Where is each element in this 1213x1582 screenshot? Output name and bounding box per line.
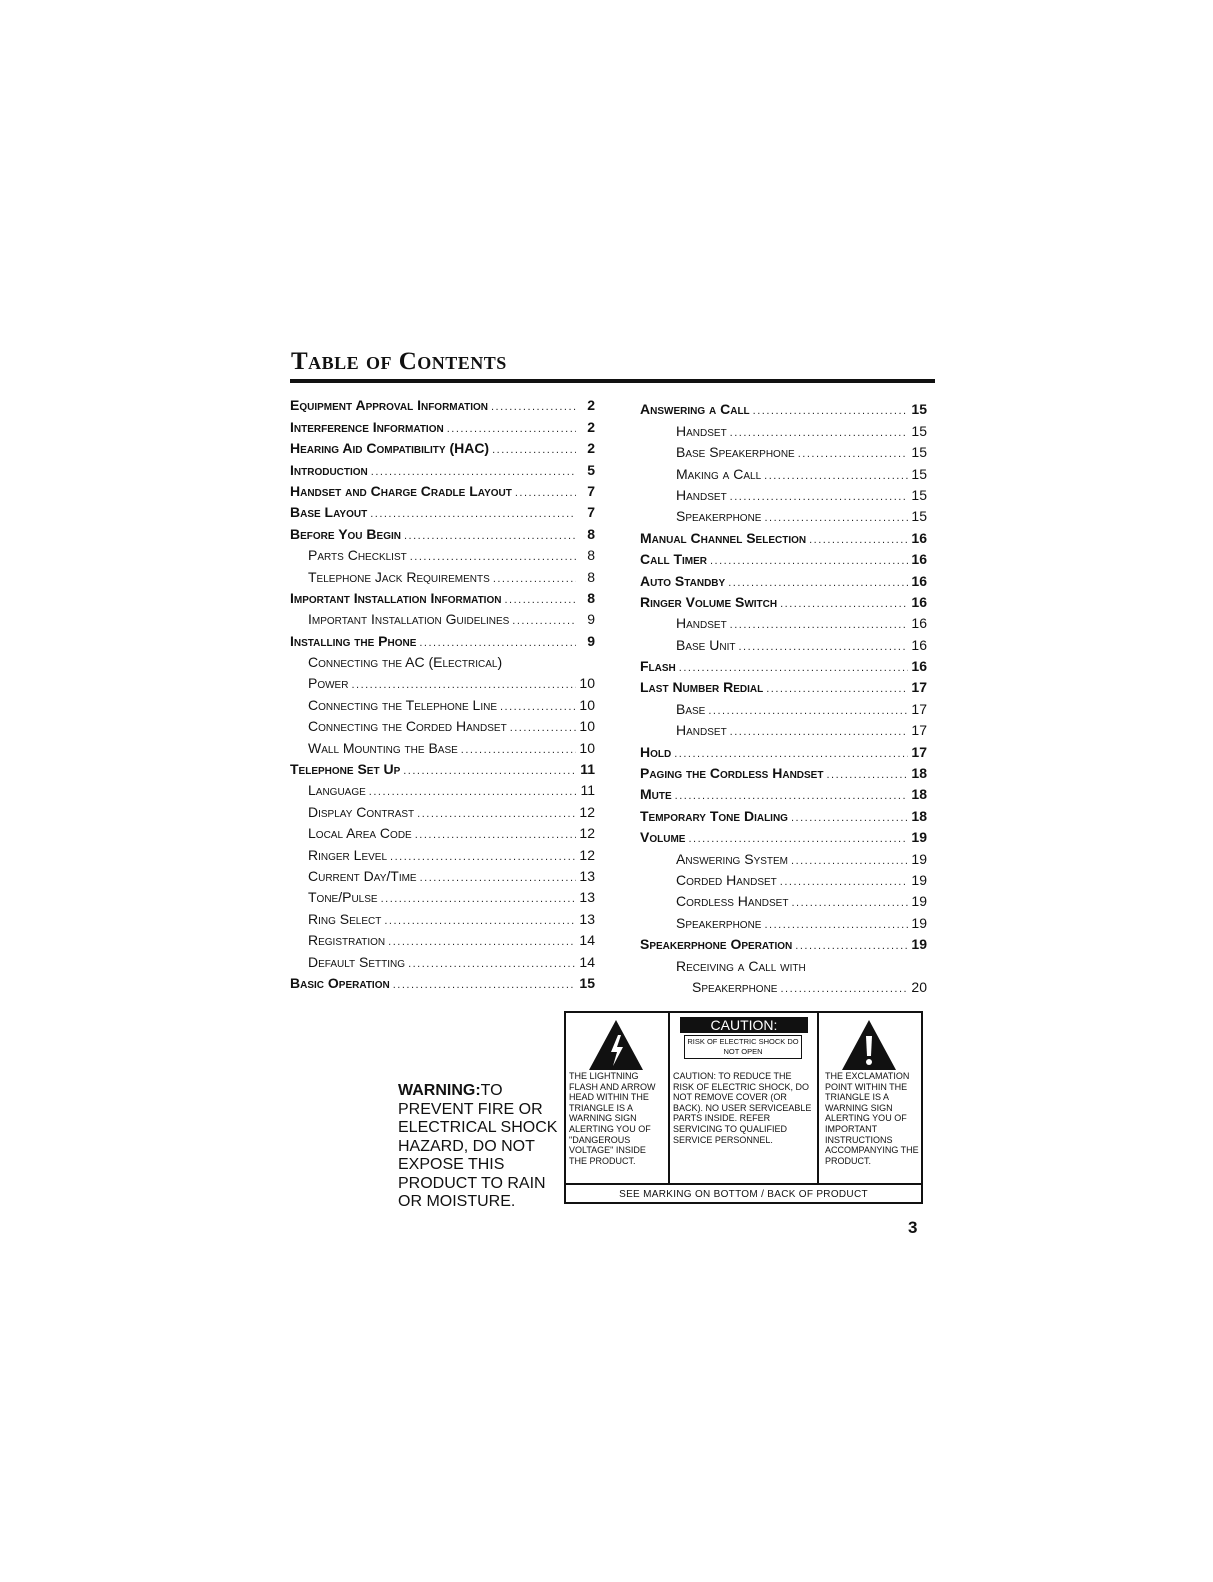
toc-entry — [290, 714, 595, 735]
toc-entry-page: 16 — [911, 551, 927, 568]
warning-heading: WARNING: — [398, 1082, 481, 1099]
toc-leader-dots — [764, 919, 908, 932]
toc-entry-label: Speakerphone — [676, 508, 762, 525]
toc-left-column — [290, 393, 595, 992]
toc-entry — [640, 825, 927, 846]
toc-entry — [290, 543, 595, 564]
toc-entry-page: 15 — [911, 401, 927, 418]
toc-entry — [290, 393, 595, 414]
toc-entry-page: 10 — [579, 675, 595, 692]
toc-entry-page: 19 — [911, 893, 927, 910]
page-number: 3 — [908, 1218, 918, 1237]
toc-entry — [290, 885, 595, 906]
toc-entry — [290, 864, 595, 885]
toc-entry — [290, 414, 595, 435]
toc-entry-label: Receiving a Call with — [676, 957, 806, 974]
toc-entry — [640, 761, 927, 782]
toc-entry — [290, 842, 595, 863]
toc-entry — [640, 568, 927, 589]
toc-entry — [640, 910, 927, 931]
toc-entry — [290, 799, 595, 820]
toc-entry — [640, 975, 927, 996]
toc-entry-page: 19 — [911, 936, 927, 953]
toc-entry-page: 15 — [911, 508, 927, 525]
toc-entry — [640, 846, 927, 867]
toc-entry — [640, 654, 927, 675]
toc-entry — [640, 632, 927, 653]
toc-entry-page: 17 — [911, 679, 927, 696]
toc-leader-dots — [675, 790, 908, 803]
toc-leader-dots — [826, 769, 908, 782]
toc-entry-label: Ringer Volume Switch — [640, 593, 778, 610]
toc-leader-dots — [766, 683, 908, 696]
toc-entry — [290, 928, 595, 949]
toc-entry-label: Connecting the AC (Electrical) — [308, 654, 503, 671]
toc-entry-page: 8 — [587, 589, 595, 606]
toc-entry — [640, 440, 927, 461]
toc-entry — [290, 607, 595, 628]
toc-entry — [290, 457, 595, 478]
toc-leader-dots — [491, 401, 576, 414]
toc-entry-page: 12 — [579, 825, 595, 842]
toc-entry-label: Paging the Cordless Handset — [640, 765, 824, 782]
warning-body: TO PREVENT FIRE OR ELECTRICAL SHOCK HAZARD, DO NOT EXPOSE THIS PRODUCT TO RAIN OR MOISTURE. — [398, 1082, 558, 1210]
toc-leader-dots — [419, 637, 576, 650]
toc-entry — [290, 650, 595, 671]
toc-entry — [290, 778, 595, 799]
toc-entry-label: Display Contrast — [308, 803, 415, 820]
caution-label: CAUTION: — [680, 1017, 808, 1033]
toc-entry-label: Ring Select — [308, 910, 382, 927]
toc-right-column — [640, 397, 927, 996]
toc-leader-dots — [753, 405, 908, 418]
toc-leader-dots — [730, 491, 908, 504]
toc-entry-label: Important Installation Information — [290, 589, 502, 606]
toc-entry-label: Temporary Tone Dialing — [640, 807, 788, 824]
toc-entry-label: Basic Operation — [290, 974, 390, 991]
toc-leader-dots — [500, 701, 576, 714]
toc-entry-label: Parts Checklist — [308, 547, 407, 564]
toc-entry-label: Mute — [640, 786, 672, 803]
toc-leader-dots — [809, 534, 908, 547]
toc-entry — [640, 932, 927, 953]
lightning-warning-icon — [588, 1019, 644, 1071]
caution-footer: SEE MARKING ON BOTTOM / BACK OF PRODUCT — [566, 1183, 921, 1204]
toc-leader-dots — [492, 444, 576, 457]
toc-entry-label: Handset — [676, 722, 727, 739]
caution-text: CAUTION: TO REDUCE THE RISK OF ELECTRIC SHOCK, DO NOT REMOVE COVER (OR BACK). NO USER SERVICEABLE PARTS INSIDE. REFER SERVICING TO QUALIFIED SERVICE PERSONNEL. — [673, 1071, 812, 1145]
toc-entry — [290, 949, 595, 970]
toc-leader-dots — [728, 577, 908, 590]
toc-entry — [640, 611, 927, 632]
toc-entry — [640, 953, 927, 974]
toc-entry-page: 10 — [579, 739, 595, 756]
toc-entry-page: 19 — [911, 871, 927, 888]
toc-entry — [290, 692, 595, 713]
toc-entry-page: 10 — [579, 718, 595, 735]
toc-leader-dots — [370, 508, 576, 521]
toc-entry-label: Language — [308, 782, 366, 799]
toc-entry-page: 8 — [587, 547, 595, 564]
toc-leader-dots — [384, 915, 576, 928]
toc-leader-dots — [795, 940, 908, 953]
toc-entry — [290, 757, 595, 778]
toc-entry — [640, 397, 927, 418]
toc-entry-page: 15 — [911, 465, 927, 482]
toc-entry-label: Handset — [676, 486, 727, 503]
toc-entry — [640, 868, 927, 889]
toc-entry-page: 11 — [580, 761, 595, 778]
toc-entry-page: 19 — [911, 914, 927, 931]
toc-entry-label: Wall Mounting the Base — [308, 739, 458, 756]
toc-entry — [290, 671, 595, 692]
toc-leader-dots — [408, 958, 576, 971]
toc-entry-label: Cordless Handset — [676, 893, 789, 910]
toc-leader-dots — [688, 833, 908, 846]
toc-entry-label: Default Setting — [308, 953, 406, 970]
toc-entry — [640, 696, 927, 717]
page-title: Table of Contents — [291, 348, 507, 375]
toc-entry — [640, 739, 927, 760]
toc-entry — [290, 586, 595, 607]
toc-entry-label: Introduction — [290, 461, 368, 478]
toc-entry-page: 2 — [587, 418, 595, 435]
toc-leader-dots — [764, 470, 908, 483]
toc-entry — [640, 803, 927, 824]
title-rule — [290, 379, 935, 383]
toc-entry-label: Interference Information — [290, 418, 444, 435]
toc-entry-label: Registration — [308, 932, 386, 949]
toc-entry-page: 2 — [587, 440, 595, 457]
toc-leader-dots — [780, 983, 908, 996]
toc-entry-label: Manual Channel Selection — [640, 529, 807, 546]
toc-entry-page: 16 — [911, 636, 927, 653]
toc-leader-dots — [403, 765, 576, 778]
toc-entry-page: 9 — [587, 611, 595, 628]
toc-entry-label: Handset — [676, 422, 727, 439]
toc-entry — [290, 436, 595, 457]
toc-entry-label: Important Installation Guidelines — [308, 611, 510, 628]
toc-leader-dots — [791, 812, 908, 825]
toc-entry — [640, 547, 927, 568]
toc-entry-label: Corded Handset — [676, 871, 777, 888]
toc-entry-label: Local Area Code — [308, 825, 412, 842]
toc-entry-page: 19 — [911, 829, 927, 846]
toc-entry-label: Answering a Call — [640, 401, 750, 418]
toc-leader-dots — [404, 530, 576, 543]
toc-leader-dots — [415, 829, 576, 842]
toc-entry-label: Equipment Approval Information — [290, 397, 488, 414]
toc-entry-page: 13 — [579, 910, 595, 927]
toc-entry-page: 18 — [911, 786, 927, 803]
toc-leader-dots — [420, 872, 576, 885]
toc-entry-label: Power — [308, 675, 349, 692]
toc-leader-dots — [730, 619, 908, 632]
toc-entry-page: 16 — [911, 572, 927, 589]
toc-entry-label: Base — [676, 700, 706, 717]
toc-entry-label: Answering System — [676, 850, 789, 867]
toc-entry-label: Speakerphone — [692, 978, 778, 995]
toc-entry-page: 5 — [587, 461, 595, 478]
toc-entry-label: Hearing Aid Compatibility (HAC) — [290, 440, 490, 457]
toc-entry-label: Before You Begin — [290, 525, 401, 542]
toc-entry-label: Volume — [640, 829, 686, 846]
warning-notice — [398, 1082, 558, 1212]
toc-entry-page: 12 — [579, 846, 595, 863]
toc-entry-page: 8 — [587, 525, 595, 542]
toc-entry-page: 18 — [911, 765, 927, 782]
toc-entry-label: Call Timer — [640, 551, 707, 568]
toc-entry-label: Making a Call — [676, 465, 762, 482]
toc-entry-page: 15 — [579, 974, 595, 991]
toc-leader-dots — [410, 551, 576, 564]
exclamation-text: THE EXCLAMATION POINT WITHIN THE TRIANGLE IS A WARNING SIGN ALERTING YOU OF IMPORTANT INSTRUCTIONS ACCOMPANYING THE PRODUCT. — [825, 1071, 919, 1166]
toc-entry-label: Telephone Set Up — [290, 761, 401, 778]
toc-entry — [640, 590, 927, 611]
toc-entry-page: 16 — [911, 593, 927, 610]
toc-entry-page: 14 — [579, 932, 595, 949]
toc-entry-page: 7 — [587, 482, 595, 499]
toc-entry — [640, 483, 927, 504]
toc-entry-page: 13 — [579, 867, 595, 884]
toc-leader-dots — [417, 808, 576, 821]
toc-leader-dots — [764, 512, 908, 525]
toc-entry — [290, 971, 595, 992]
toc-leader-dots — [710, 555, 908, 568]
toc-leader-dots — [798, 448, 908, 461]
toc-entry-page: 13 — [579, 889, 595, 906]
toc-entry-label: Base Layout — [290, 504, 368, 521]
toc-entry-label: Connecting the Telephone Line — [308, 696, 497, 713]
caution-panel — [670, 1013, 819, 1183]
lightning-text: THE LIGHTNING FLASH AND ARROW HEAD WITHIN THE TRIANGLE IS A WARNING SIGN ALERTING YOU OF "DANGEROUS VOLTAGE" INSIDE THE PRODUCT. — [569, 1071, 656, 1166]
toc-entry-label: Speakerphone — [676, 914, 762, 931]
toc-entry — [290, 500, 595, 521]
toc-leader-dots — [388, 936, 576, 949]
toc-leader-dots — [708, 705, 908, 718]
toc-entry-page: 20 — [911, 978, 927, 995]
exclamation-panel — [819, 1013, 921, 1183]
exclamation-warning-icon — [841, 1019, 897, 1071]
toc-entry — [290, 564, 595, 585]
toc-leader-dots — [730, 427, 908, 440]
toc-entry-page: 17 — [911, 700, 927, 717]
toc-leader-dots — [369, 786, 576, 799]
toc-entry — [640, 418, 927, 439]
toc-leader-dots — [461, 744, 576, 757]
toc-entry-page: 7 — [587, 504, 595, 521]
toc-entry — [640, 461, 927, 482]
toc-leader-dots — [780, 598, 908, 611]
toc-entry-label: Ringer Level — [308, 846, 388, 863]
toc-leader-dots — [674, 748, 908, 761]
toc-leader-dots — [447, 423, 576, 436]
toc-entry-label: Handset — [676, 615, 727, 632]
toc-entry-page: 9 — [587, 632, 595, 649]
toc-entry-page: 17 — [911, 722, 927, 739]
toc-leader-dots — [351, 679, 576, 692]
toc-entry-label: Tone/Pulse — [308, 889, 378, 906]
toc-entry — [640, 782, 927, 803]
toc-entry-label: Telephone Jack Requirements — [308, 568, 490, 585]
toc-entry — [640, 675, 927, 696]
toc-entry-page: 15 — [911, 444, 927, 461]
toc-entry-page: 15 — [911, 422, 927, 439]
toc-leader-dots — [371, 466, 576, 479]
toc-leader-dots — [679, 662, 908, 675]
toc-entry-page: 14 — [579, 953, 595, 970]
toc-entry-page: 8 — [587, 568, 595, 585]
toc-leader-dots — [510, 722, 576, 735]
toc-entry-page: 19 — [911, 850, 927, 867]
toc-entry-page: 12 — [579, 803, 595, 820]
toc-entry-page: 10 — [579, 696, 595, 713]
toc-entry-label: Base Speakerphone — [676, 444, 795, 461]
toc-entry-label: Flash — [640, 658, 676, 675]
toc-entry — [640, 525, 927, 546]
toc-entry — [640, 718, 927, 739]
toc-entry-page: 16 — [911, 658, 927, 675]
toc-entry — [290, 821, 595, 842]
toc-entry — [290, 479, 595, 500]
toc-entry — [290, 735, 595, 756]
toc-entry-label: Installing the Phone — [290, 632, 417, 649]
toc-entry-page: 2 — [587, 397, 595, 414]
toc-entry-page: 17 — [911, 743, 927, 760]
toc-leader-dots — [393, 979, 576, 992]
toc-leader-dots — [504, 594, 576, 607]
toc-entry-label: Current Day/Time — [308, 867, 417, 884]
toc-leader-dots — [730, 726, 908, 739]
toc-leader-dots — [493, 573, 576, 586]
toc-entry-label: Connecting the Corded Handset — [308, 718, 507, 735]
toc-entry-label: Base Unit — [676, 636, 736, 653]
toc-entry-label: Handset and Charge Cradle Layout — [290, 482, 512, 499]
caution-subtitle: RISK OF ELECTRIC SHOCK DO NOT OPEN — [684, 1035, 802, 1059]
toc-entry-page: 11 — [580, 782, 595, 799]
toc-entry — [290, 906, 595, 927]
toc-leader-dots — [515, 487, 576, 500]
toc-leader-dots — [791, 897, 908, 910]
toc-entry-label: Auto Standby — [640, 572, 726, 589]
toc-leader-dots — [381, 893, 576, 906]
caution-box — [564, 1011, 923, 1204]
toc-entry-label: Hold — [640, 743, 672, 760]
toc-leader-dots — [738, 641, 908, 654]
toc-entry — [640, 889, 927, 910]
toc-entry-page: 16 — [911, 529, 927, 546]
toc-entry — [640, 504, 927, 525]
toc-leader-dots — [390, 851, 576, 864]
lightning-panel — [566, 1013, 670, 1183]
toc-entry-page: 15 — [911, 486, 927, 503]
toc-entry — [290, 628, 595, 649]
toc-entry-label: Speakerphone Operation — [640, 936, 793, 953]
toc-leader-dots — [791, 855, 908, 868]
toc-entry-page: 18 — [911, 807, 927, 824]
toc-entry-label: Last Number Redial — [640, 679, 764, 696]
toc-entry — [290, 521, 595, 542]
toc-entry-page: 16 — [911, 615, 927, 632]
toc-leader-dots — [780, 876, 908, 889]
toc-leader-dots — [512, 615, 576, 628]
